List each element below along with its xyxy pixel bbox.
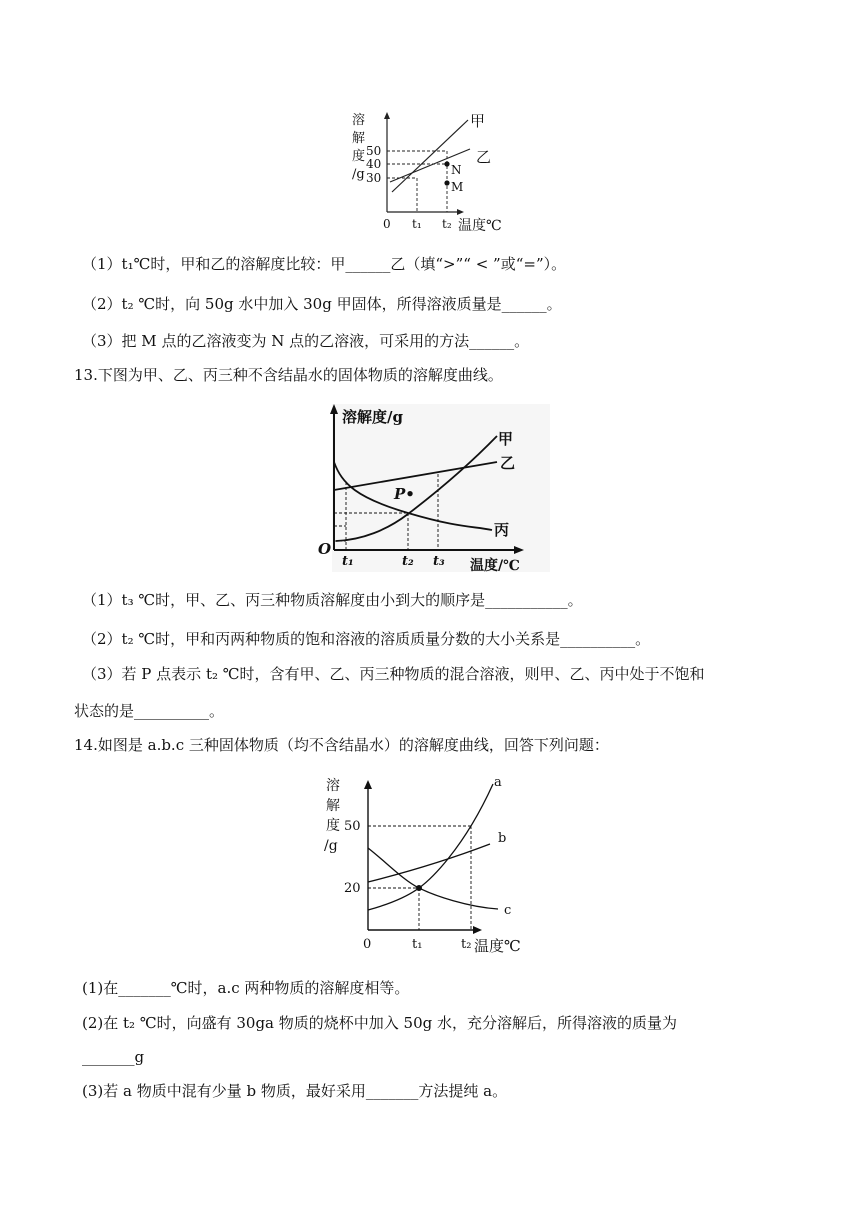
fig1-xtick-t1: t₁ (412, 217, 422, 231)
fig1-x-axis-label: 温度℃ (458, 218, 502, 234)
q12-subquestion-2: （2）t₂ ℃时，向 50g 水中加入 30g 甲固体，所得溶液质量是______。 (82, 295, 562, 313)
fig2-label-bing: 丙 (494, 521, 510, 539)
fig3-xtick-t1: t₁ (412, 937, 423, 952)
q14-subquestion-3: (3)若 a 物质中混有少量 b 物质，最好采用_______方法提纯 a。 (82, 1082, 508, 1100)
fig2-x-axis-label: 温度/℃ (470, 558, 520, 574)
fig3-xtick-0: 0 (363, 937, 372, 952)
fig3-curve-c (368, 848, 498, 909)
fig3-ylabel-3: /g (324, 838, 338, 854)
fig3-y-arrow (364, 780, 372, 789)
fig2-y-axis-label: 溶解度/g (342, 408, 403, 426)
q13-subquestion-3b: 状态的是__________。 (74, 702, 225, 720)
q13-subquestion-1: （1）t₃ ℃时，甲、乙、丙三种物质溶解度由小到大的顺序是___________。 (82, 591, 583, 609)
fig2-label-yi: 乙 (500, 454, 516, 472)
q14-subquestion-2a: (2)在 t₂ ℃时，向盛有 30ga 物质的烧杯中加入 50g 水，充分溶解后，所得溶液的质量为 (82, 1014, 678, 1032)
q14-subquestion-1: (1)在_______℃时，a.c 两种物质的溶解度相等。 (82, 979, 410, 997)
fig1-ylabel-0: 溶 (352, 113, 366, 128)
fig3-ylabel-0: 溶 (326, 778, 340, 794)
fig1-xtick-t2: t₂ (442, 217, 452, 231)
q13-subquestion-2: （2）t₂ ℃时，甲和丙两种物质的饱和溶液的溶质质量分数的大小关系是__________。 (82, 630, 651, 648)
fig3-x-arrow (473, 926, 482, 934)
fig1-ytick-30: 30 (366, 171, 382, 185)
fig1-ytick-50: 50 (366, 144, 382, 158)
fig1-x-arrow (457, 209, 464, 215)
figure-2-solubility-chart (312, 402, 552, 578)
figure-3-solubility-chart (318, 772, 532, 958)
q12-subquestion-1: （1）t₁℃时，甲和乙的溶解度比较：甲______乙（填“>”“ < ”或“=”）。 (82, 255, 567, 273)
fig1-ylabel-1: 解 (352, 131, 366, 146)
q13-stem: 13.下图为甲、乙、丙三种不含结晶水的固体物质的溶解度曲线。 (74, 366, 503, 384)
fig1-label-m: M (451, 180, 464, 194)
q14-stem: 14.如图是 a.b.c 三种固体物质（均不含结晶水）的溶解度曲线，回答下列问题： (74, 736, 609, 754)
fig3-label-c: c (504, 903, 512, 918)
fig1-point-m (444, 180, 449, 185)
fig2-xtick-t3: t₃ (433, 554, 445, 569)
fig1-label-yi: 乙 (476, 148, 492, 166)
fig1-ylabel-2: 度 (352, 149, 366, 164)
fig1-label-n: N (451, 163, 462, 177)
q14-subquestion-2b: _______g (82, 1048, 145, 1066)
q12-subquestion-3: （3）把 M 点的乙溶液变为 N 点的乙溶液，可采用的方法______。 (82, 332, 530, 350)
fig1-ytick-40: 40 (366, 157, 382, 171)
fig1-xtick-0: 0 (383, 217, 391, 231)
fig1-label-jia: 甲 (470, 112, 486, 130)
fig2-origin: O (318, 540, 332, 558)
fig3-xtick-t2: t₂ (461, 937, 472, 952)
fig2-label-jia: 甲 (498, 430, 514, 448)
figure-1-solubility-chart (340, 106, 510, 240)
fig3-x-axis-label: 温度℃ (474, 937, 521, 955)
fig1-point-n (444, 161, 449, 166)
fig3-intersection-point (416, 885, 422, 891)
fig3-curve-a (368, 784, 493, 910)
fig3-label-b: b (498, 831, 507, 846)
fig3-ylabel-1: 解 (326, 798, 340, 814)
fig3-label-a: a (494, 775, 502, 790)
fig1-ylabel-3: /g (352, 167, 365, 182)
q13-subquestion-3a: （3）若 P 点表示 t₂ ℃时，含有甲、乙、丙三种物质的混合溶液，则甲、乙、丙中处于不饱和 (82, 665, 705, 683)
fig3-ytick-50: 50 (344, 819, 361, 834)
fig1-y-axis-label (352, 112, 365, 182)
fig3-ytick-20: 20 (344, 881, 361, 896)
fig3-ylabel-2: 度 (326, 818, 340, 834)
fig2-point-p: P• (394, 485, 415, 503)
fig2-xtick-t1: t₁ (342, 554, 354, 569)
fig1-y-arrow (384, 112, 390, 119)
fig2-xtick-t2: t₂ (402, 554, 414, 569)
